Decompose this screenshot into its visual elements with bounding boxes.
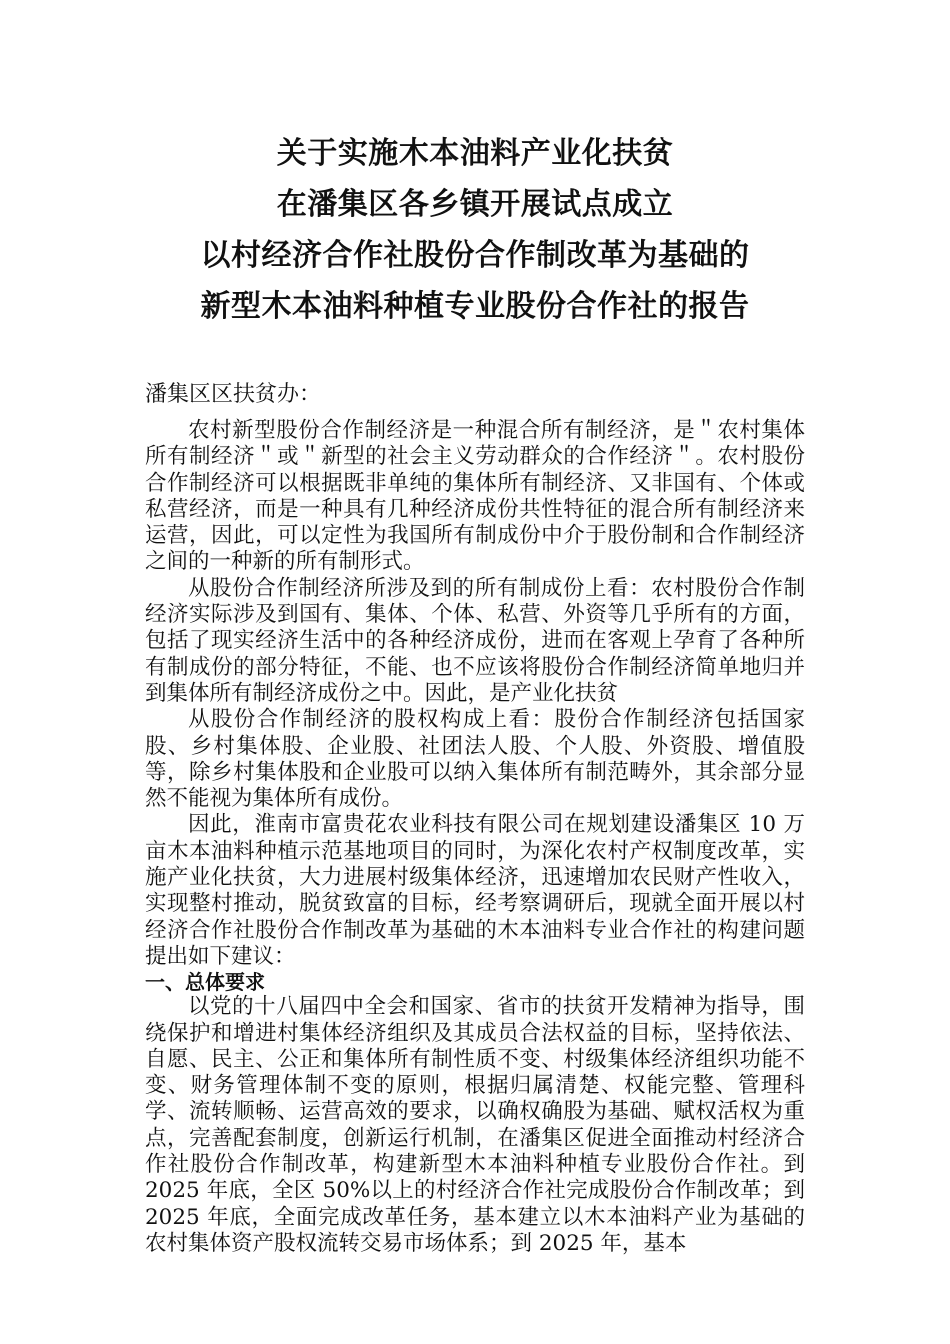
paragraph-2: 从股份合作制经济所涉及到的所有制成份上看：农村股份合作制经济实际涉及到国有、集体、个体、私营、外资等几乎所有的方面，包括了现实经济生活中的各种经济成份，进而在客观上孕育了各种所有制成份的部分特征，不能、也不应该将股份合作制经济简单地归并到集体所有制经济成份之中。因此，是产业化扶贫	[145, 575, 805, 706]
salutation: 潘集区区扶贫办：	[145, 382, 322, 407]
paragraph-4: 因此，淮南市富贵花农业科技有限公司在规划建设潘集区 10 万亩木本油料种植示范基地项目的同时，为深化农村产权制度改革，实施产业化扶贫，大力进展村级集体经济，迅速增加农民财产性收入，实现整村推动，脱贫致富的目标，经考察调研后，现就全面开展以村经济合作社股份合作制改革为基础的木本油料专业合作社的构建问题提出如下建议：	[145, 812, 805, 969]
section-paragraph: 以党的十八届四中全会和国家、省市的扶贫开发精神为指导，围绕保护和增进村集体经济组织及其成员合法权益的目标，坚持依法、自愿、民主、公正和集体所有制性质不变、村级集体经济组织功能不变、财务管理体制不变的原则，根据归属清楚、权能完整、管理科学、流转顺畅、运营高效的要求，以确权确股为基础、赋权活权为重点，完善配套制度，创新运行机制，在潘集区促进全面推动村经济合作社股份合作制改革，构建新型木本油料种植专业股份合作社。到 2025 年底，全区 50%以上的村经济合作社完成股份合作制改革；到 2025 年底，全面完成改革任务，基本建立以木本油料产业为基础的农村集体资产股权流转交易市场体系；到 2025 年，基本	[145, 994, 805, 1256]
title-line-1: 关于实施木本油料产业化扶贫	[276, 136, 674, 171]
paragraph-3: 从股份合作制经济的股权构成上看：股份合作制经济包括国家股、乡村集体股、企业股、社团法人股、个人股、外资股、增值股等，除乡村集体股和企业股可以纳入集体所有制范畴外，其余部分显然不能视为集体所有成份。	[145, 707, 805, 812]
title-line-4: 新型木本油料种植专业股份合作社的报告	[200, 289, 750, 324]
document-body	[145, 382, 805, 1257]
section-heading: 一、总体要求	[145, 970, 265, 995]
title-line-3: 以村经济合作社股份合作制改革为基础的	[200, 238, 750, 273]
document-title	[0, 128, 950, 332]
title-line-2: 在潘集区各乡镇开展试点成立	[276, 187, 674, 222]
paragraph-1: 农村新型股份合作制经济是一种混合所有制经济，是＂农村集体所有制经济＂或＂新型的社会主义劳动群众的合作经济＂。农村股份合作制经济可以根据既非单纯的集体所有制经济、又非国有、个体或私营经济，而是一种具有几种经济成份共性特征的混合所有制经济来运营，因此，可以定性为我国所有制成份中介于股份制和合作制经济之间的一种新的所有制形式。	[145, 418, 805, 575]
